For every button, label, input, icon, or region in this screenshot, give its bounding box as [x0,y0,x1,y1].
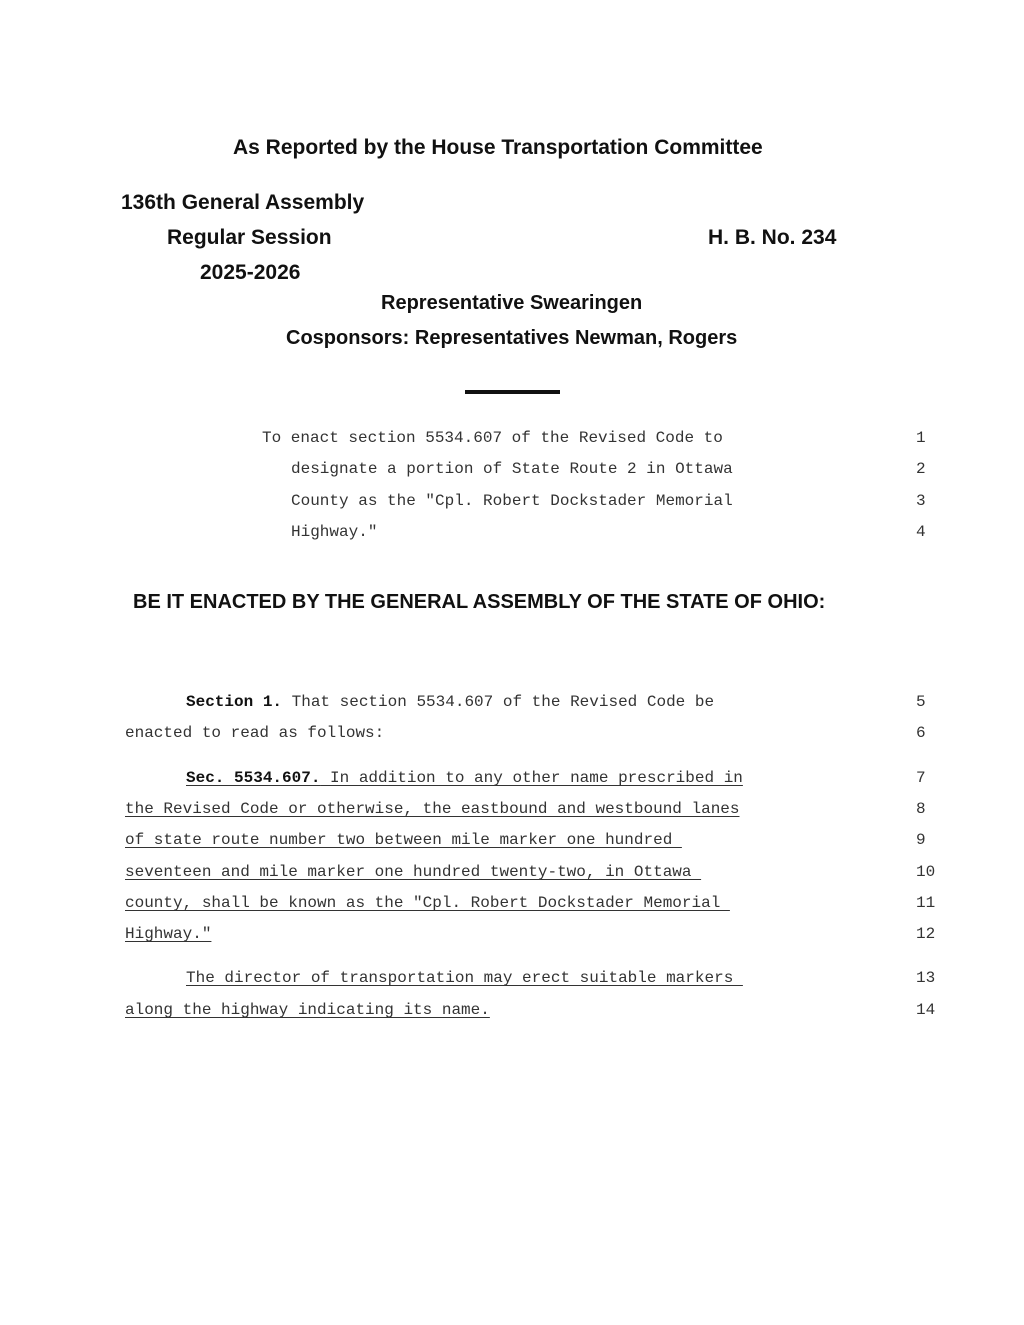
line-number: 7 [916,769,926,787]
sec-text: In addition to any other name prescribed in [320,769,743,787]
title-line-3: County as the "Cpl. Robert Dockstader Memorial [291,492,733,510]
sec-line-4: seventeen and mile marker one hundred twenty-two, in Ottawa [125,863,702,881]
line-number: 13 [916,969,936,987]
director-line-1: The director of transportation may erect suitable markers [186,969,743,987]
session: Regular Session [167,226,332,249]
general-assembly: 136th General Assembly [121,191,365,214]
line-number: 5 [916,693,926,711]
reported-by-heading: As Reported by the House Transportation Committee [233,136,763,159]
line-number: 2 [916,460,926,478]
section-1-label: Section 1. [186,693,283,711]
sec-line-5: county, shall be known as the "Cpl. Robert Dockstader Memorial [125,894,730,912]
title-line-1: To enact section 5534.607 of the Revised Code to [262,429,723,447]
director-line-2: along the highway indicating its name. [125,1001,490,1019]
session-years: 2025-2026 [200,261,301,284]
line-number: 1 [916,429,926,447]
line-number: 9 [916,831,926,849]
title-divider [465,390,560,394]
section-1-line-2: enacted to read as follows: [125,724,385,742]
sec-line-3: of state route number two between mile marker one hundred [125,831,682,849]
sec-line-1 [186,769,743,787]
line-number: 6 [916,724,926,742]
title-line-2: designate a portion of State Route 2 in Ottawa [291,460,733,478]
section-1-text: That section 5534.607 of the Revised Code be [282,693,715,711]
line-number: 3 [916,492,926,510]
line-number: 8 [916,800,926,818]
line-number: 14 [916,1001,936,1019]
section-1-line-1 [186,693,714,711]
line-number: 10 [916,863,936,881]
bill-number: H. B. No. 234 [708,226,837,249]
line-number: 4 [916,523,926,541]
sec-line-2: the Revised Code or otherwise, the eastbound and westbound lanes [125,800,740,818]
cosponsors: Cosponsors: Representatives Newman, Rogers [286,327,738,349]
sponsor: Representative Swearingen [381,292,643,314]
sec-line-6: Highway." [125,925,212,943]
title-line-4: Highway." [291,523,378,541]
sec-label: Sec. 5534.607. [186,769,321,787]
line-number: 12 [916,925,936,943]
enacting-clause: BE IT ENACTED BY THE GENERAL ASSEMBLY OF THE STATE OF OHIO: [133,591,826,613]
line-number: 11 [916,894,936,912]
